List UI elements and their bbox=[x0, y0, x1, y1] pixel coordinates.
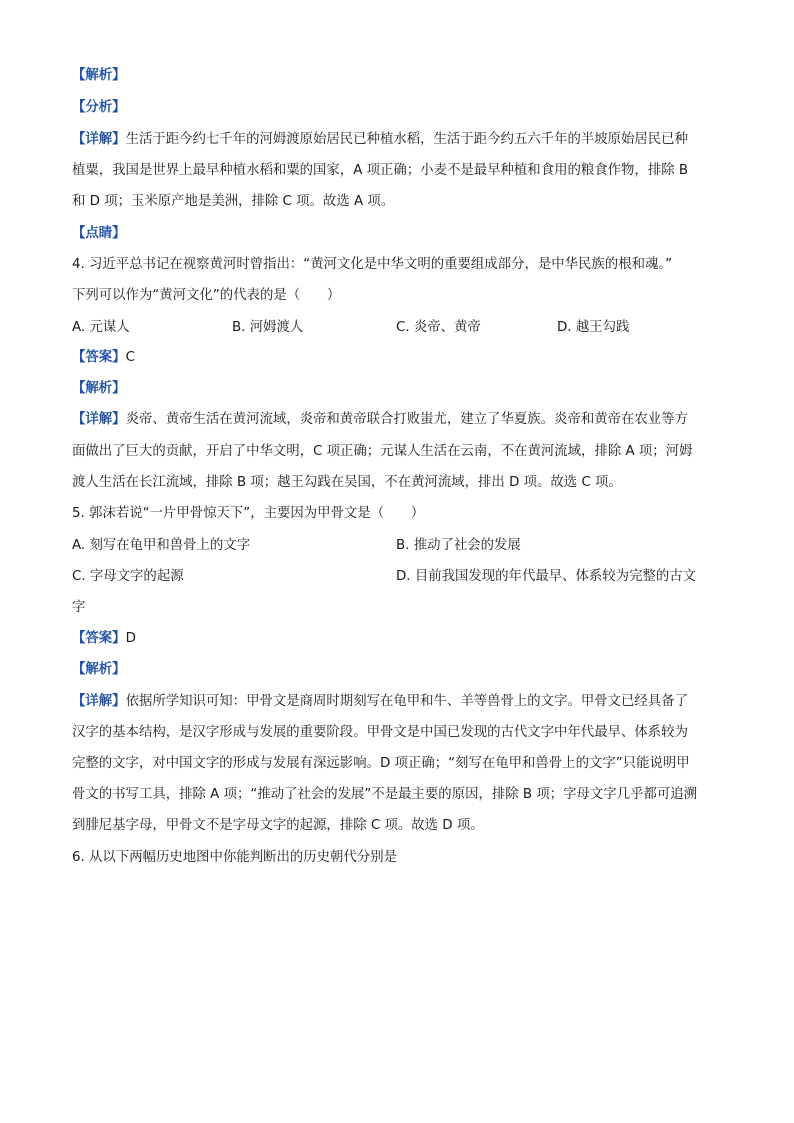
q4-option-d: D. 越王勾践 bbox=[557, 320, 630, 335]
q5-answer: 【答案】D bbox=[72, 631, 136, 646]
q4-detail-line-3: 渡人生活在长江流域，排除 B 项；越王勾践在吴国，不在黄河流域，排出 D 项。故选 C 项。 bbox=[72, 475, 622, 490]
q5-option-a: A. 刻写在龟甲和兽骨上的文字 bbox=[72, 538, 251, 553]
q3-fenxi-heading: 【分析】 bbox=[72, 100, 126, 115]
q4-detail-line-2: 面做出了巨大的贡献，开启了中华文明，C 项正确；元谋人生活在云南，不在黄河流域，排除 A 项；河姆 bbox=[72, 444, 693, 459]
q5-detail-line-2: 汉字的基本结构，是汉字形成与发展的重要阶段。甲骨文是中国已发现的古代文字中年代最早、体系较为 bbox=[72, 725, 688, 740]
q5-detail-line-1: 【详解】依据所学知识可知：甲骨文是商周时期刻写在龟甲和牛、羊等兽骨上的文字。甲骨文已经具备了 bbox=[72, 694, 688, 709]
q4-option-c: C. 炎帝、黄帝 bbox=[396, 320, 481, 335]
q4-stem-line-2: 下列可以作为“黄河文化”的代表的是（ ） bbox=[72, 288, 341, 303]
q4-analysis-heading: 【解析】 bbox=[72, 381, 126, 396]
q5-option-d-continued: 字 bbox=[72, 600, 86, 615]
q4-answer: 【答案】C bbox=[72, 350, 135, 365]
q3-detail-line-3: 和 D 项；玉米原产地是美洲，排除 C 项。故选 A 项。 bbox=[72, 194, 395, 209]
q3-dianjing-heading: 【点睛】 bbox=[72, 226, 126, 241]
q6-stem: 6. 从以下两幅历史地图中你能判断出的历史朝代分别是 bbox=[72, 850, 398, 865]
q5-analysis-heading: 【解析】 bbox=[72, 662, 126, 677]
q5-detail-line-3: 完整的文字，对中国文字的形成与发展有深远影响。D 项正确；“刻写在龟甲和兽骨上的文字”只能说明甲 bbox=[72, 756, 690, 771]
q5-option-b: B. 推动了社会的发展 bbox=[396, 538, 521, 553]
q5-option-c: C. 字母文字的起源 bbox=[72, 569, 184, 584]
q5-detail-line-4: 骨文的书写工具，排除 A 项；“推动了社会的发展”不是最主要的原因，排除 B 项；字母文字几乎都可追溯 bbox=[72, 787, 698, 802]
q4-detail-line-1: 【详解】炎帝、黄帝生活在黄河流域，炎帝和黄帝联合打败蚩尤，建立了华夏族。炎帝和黄帝在农业等方 bbox=[72, 412, 688, 427]
q3-analysis-heading: 【解析】 bbox=[72, 68, 126, 83]
q4-stem-line-1: 4. 习近平总书记在视察黄河时曾指出：“黄河文化是中华文明的重要组成部分，是中华民族的根和魂。” bbox=[72, 257, 673, 272]
q5-detail-line-5: 到腓尼基字母，甲骨文不是字母文字的起源，排除 C 项。故选 D 项。 bbox=[72, 818, 484, 833]
q4-option-b: B. 河姆渡人 bbox=[232, 320, 304, 335]
q3-detail-line-1: 【详解】生活于距今约七千年的河姆渡原始居民已种植水稻，生活于距今约五六千年的半坡原始居民已种 bbox=[72, 132, 688, 147]
q5-stem: 5. 郭沫若说“一片甲骨惊天下”，主要因为甲骨文是（ ） bbox=[72, 506, 425, 521]
q3-detail-line-2: 植粟，我国是世界上最早种植水稻和粟的国家，A 项正确；小麦不是最早种植和食用的粮食作物，排除 B bbox=[72, 163, 689, 178]
q5-option-d: D. 目前我国发现的年代最早、体系较为完整的古文 bbox=[396, 569, 697, 584]
q4-option-a: A. 元谋人 bbox=[72, 320, 130, 335]
